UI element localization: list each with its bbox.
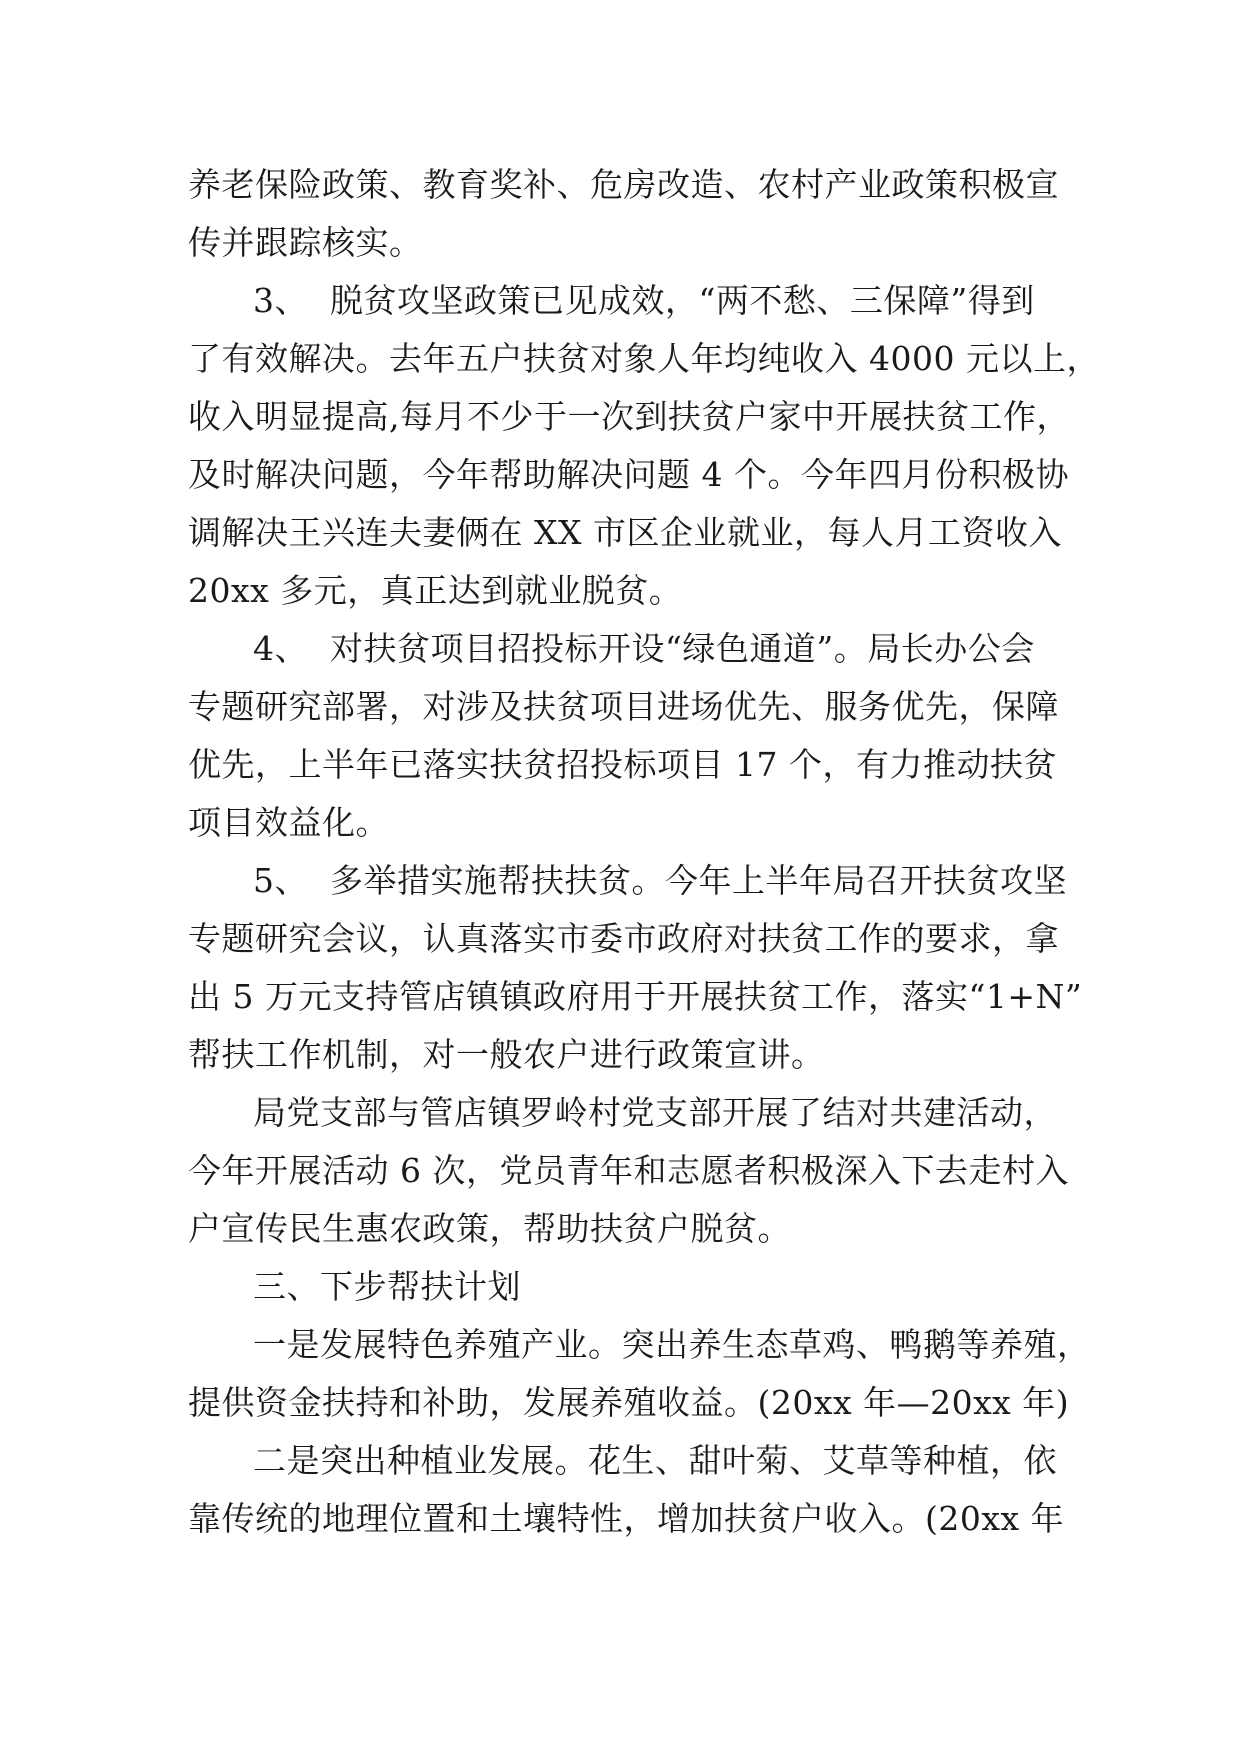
text-line-18: 今年开展活动 6 次，党员青年和志愿者积极深入下去走村入: [188, 1151, 1069, 1190]
text-line-7: 调解决王兴连夫妻俩在 XX 市区企业就业，每人月工资收入: [188, 513, 1062, 552]
text-line-19: 户宣传民生惠农政策，帮助扶贫户脱贫。: [188, 1209, 791, 1248]
text-line-16: 帮扶工作机制，对一般农户进行政策宣讲。: [188, 1035, 825, 1074]
text-line-11: 优先，上半年已落实扶贫招投标项目 17 个，有力推动扶贫: [188, 745, 1057, 784]
text-line-10: 专题研究部署，对涉及扶贫项目进场优先、服务优先，保障: [188, 687, 1059, 726]
text-line-15: 出 5 万元支持管店镇镇政府用于开展扶贫工作，落实“1+N”: [188, 977, 1083, 1016]
text-line-2: 传并跟踪核实。: [188, 223, 423, 262]
section-heading: 三、下步帮扶计划: [253, 1267, 521, 1306]
text-line-23: 二是突出种植业发展。花生、甜叶菊、艾草等种植，依: [253, 1441, 1057, 1480]
text-line-6: 及时解决问题，今年帮助解决问题 4 个。今年四月份积极协: [188, 455, 1069, 494]
text-line-9: 4、 对扶贫项目招投标开设“绿色通道”。局长办公会: [253, 629, 1035, 668]
text-line-13: 5、 多举措实施帮扶扶贫。今年上半年局召开扶贫攻坚: [253, 861, 1067, 900]
text-line-21: 一是发展特色养殖产业。突出养生态草鸡、鸭鹅等养殖，: [253, 1325, 1091, 1364]
text-line-5: 收入明显提高,每月不少于一次到扶贫户家中开展扶贫工作，: [188, 397, 1070, 436]
text-line-3: 3、 脱贫攻坚政策已见成效，“两不愁、三保障”得到: [253, 281, 1035, 320]
text-line-24: 靠传统的地理位置和土壤特性，增加扶贫户收入。(20xx 年: [188, 1499, 1065, 1538]
text-line-4: 了有效解决。去年五户扶贫对象人年均纯收入 4000 元以上，: [188, 339, 1100, 378]
text-line-1: 养老保险政策、教育奖补、危房改造、农村产业政策积极宣: [188, 165, 1059, 204]
text-line-12: 项目效益化。: [188, 803, 389, 842]
text-line-17: 局党支部与管店镇罗岭村党支部开展了结对共建活动，: [253, 1093, 1057, 1132]
text-line-14: 专题研究会议，认真落实市委市政府对扶贫工作的要求，拿: [188, 919, 1059, 958]
text-line-8: 20xx 多元，真正达到就业脱贫。: [188, 571, 683, 610]
text-line-22: 提供资金扶持和补助，发展养殖收益。(20xx 年—20xx 年): [188, 1383, 1070, 1422]
